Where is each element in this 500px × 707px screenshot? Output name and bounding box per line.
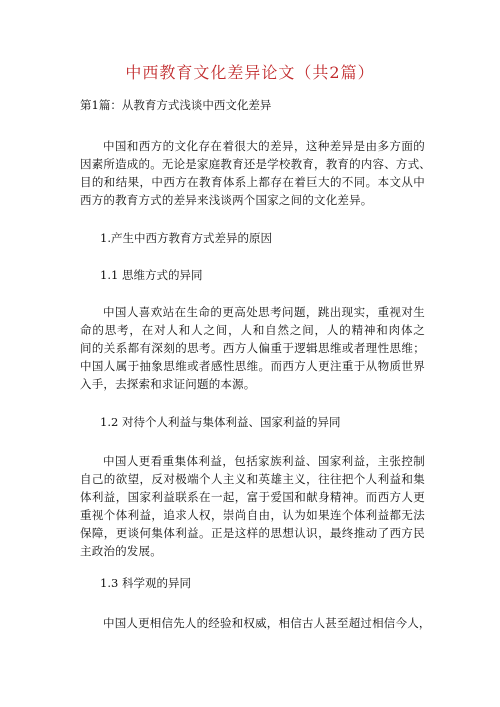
text-line: 中国人属于抽象思维或者感性思维。而西方人更注重于从物质世界 (80, 359, 425, 373)
text-line: 命的思考，在对人和人之间，人和自然之间，人的精神和肉体之 (80, 323, 425, 337)
text-line: 重视个体利益，追求人权，崇尚自由，认为如果连个体利益都无法 (80, 508, 425, 522)
text-line: 主政治的发展。 (80, 544, 162, 558)
text-line: 中国人更看重集体利益，包括家族利益、国家利益，主张控制 (103, 454, 425, 468)
document-title: 中西教育文化差异论文（共2篇） (125, 63, 375, 82)
body-paragraph (80, 452, 425, 560)
section-heading: 1.产生中西方教育方式差异的原因 (100, 231, 272, 245)
section-heading: 1.1 思维方式的异同 (100, 268, 203, 282)
text-line: 因素所造成的。无论是家庭教育还是学校教育，教育的内容、方式、 (80, 157, 431, 171)
body-paragraph (80, 614, 431, 632)
text-line: 间的关系都有深刻的思考。西方人偏重于逻辑思维或者理性思维； (80, 341, 425, 355)
section-heading: 1.3 科学观的异同 (100, 576, 191, 590)
text-line: 中国人更相信先人的经验和权威，相信古人甚至超过相信今人， (103, 616, 431, 630)
text-line: 中国人喜欢站在生命的更高处思考问题，跳出现实，重视对生 (103, 305, 425, 319)
intro-paragraph (80, 137, 431, 209)
text-line: 中国和西方的文化存在着很大的差异，这种差异是由多方面的 (103, 139, 425, 153)
body-paragraph (80, 303, 425, 393)
text-line: 体利益，国家利益联系在一起，富于爱国和献身精神。而西方人更 (80, 490, 425, 504)
part-title: 第1篇：从教育方式浅谈中西文化差异 (80, 98, 272, 112)
text-line: 目的和结果，中西方在教育体系上都存在着巨大的不同。本文从中 (80, 175, 425, 189)
text-line: 保障，更谈何集体利益。正是这样的思想认识，最终推动了西方民 (80, 526, 425, 540)
text-line: 自己的欲望，反对极端个人主义和英雄主义，往往把个人利益和集 (80, 472, 425, 486)
text-line: 入手，去探索和求证问题的本源。 (80, 377, 256, 391)
section-heading: 1.2 对待个人利益与集体利益、国家利益的异同 (100, 415, 341, 429)
text-line: 西方的教育方式的差异来浅谈两个国家之间的文化差异。 (80, 193, 373, 207)
